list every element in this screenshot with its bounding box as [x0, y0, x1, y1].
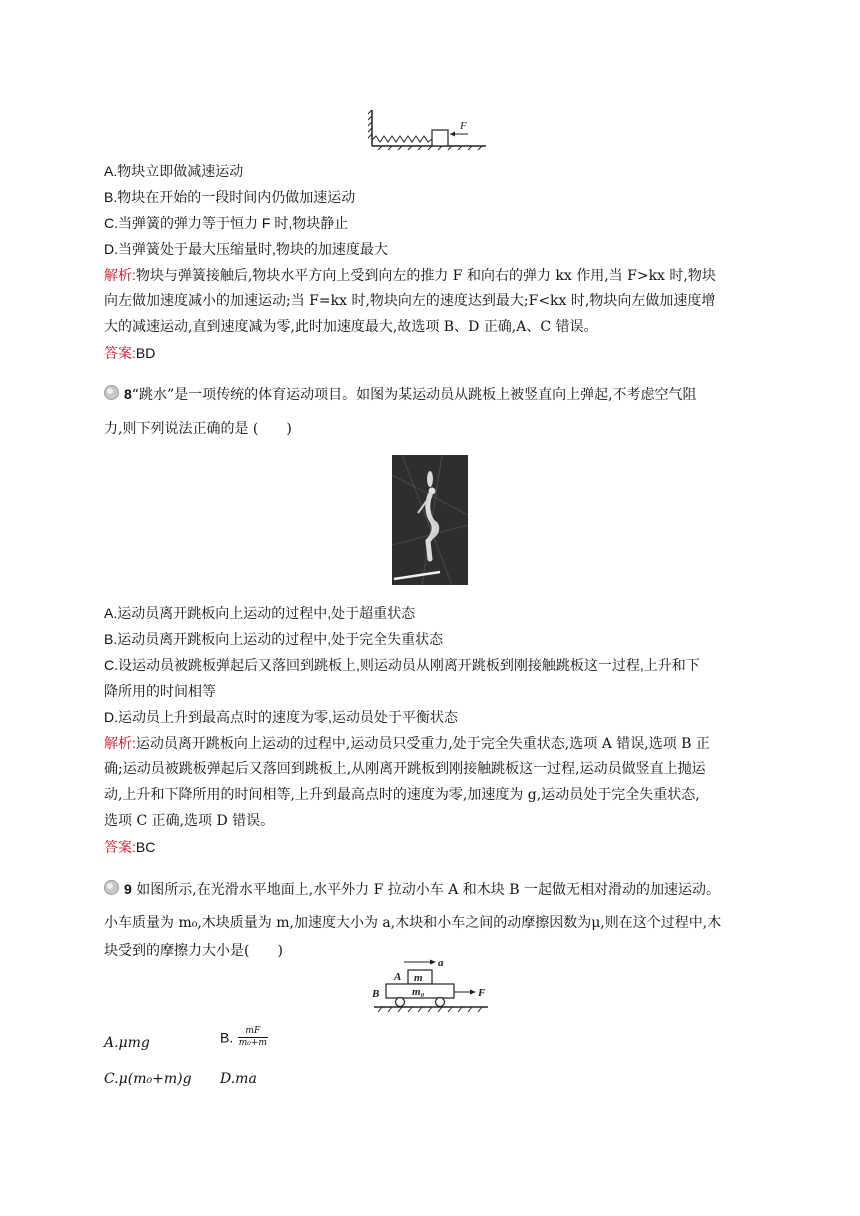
q7-option-d: D.当弹簧处于最大压缩量时,物块的加速度最大 — [104, 241, 388, 257]
q7-option-c: C.当弹簧的弹力等于恒力 F 时,物块静止 — [104, 215, 349, 231]
q8-option-a: A.运动员离开跳板向上运动的过程中,处于超重状态 — [104, 605, 416, 621]
q8-stem-line-1: 8“跳水”是一项传统的体育运动项目。如图为某运动员从跳板上被竖直向上弹起,不考虑空气阻 — [124, 386, 697, 403]
question-badge-icon — [104, 880, 119, 895]
q9-option-c: C.μ(m₀+m)g — [104, 1071, 192, 1087]
answer-label: 答案: — [104, 345, 136, 361]
q7-analysis-line-2: 向左做加速度减小的加速运动;当 F=kx 时,物块向左的速度达到最大;F<kx 时,物块向左做加速度增 — [104, 293, 716, 309]
diver-icon — [392, 455, 468, 585]
q7-analysis-line-1: 解析:物块与弹簧接触后,物块水平方向上受到向左的推力 F 和向右的弹力 kx 作用,当 F>kx 时,物块 — [104, 267, 716, 284]
answer-value: BD — [135, 345, 156, 361]
q7-answer — [104, 344, 155, 362]
q9-option-b: B. $\frac{mF}{\text{m₀+m}}$ — [220, 1026, 267, 1048]
q8-answer — [104, 838, 155, 856]
fraction — [238, 1026, 268, 1049]
q9-stem-line-2: 小车质量为 m₀,木块质量为 m,加速度大小为 a,木块和小车之间的动摩擦因数为μ,则在这个过程中,木 — [104, 915, 722, 931]
svg-text:m₀: m₀ — [412, 986, 425, 998]
q9-option-d: D.ma — [220, 1071, 257, 1087]
svg-text:a: a — [438, 957, 444, 969]
cart-block-figure — [370, 956, 494, 1014]
q7-analysis-line-3: 大的减速运动,直到速度减为零,此时加速度最大,故选项 B、D 正确,A、C 错误。 — [104, 319, 598, 335]
svg-text:F: F — [478, 987, 486, 999]
block-icon — [432, 130, 448, 146]
q8-analysis-line-1: 解析:运动员离开跳板向上运动的过程中,运动员只受重力,处于完全失重状态,选项 A 错误,选项 B 正 — [104, 735, 710, 752]
q8-option-c-line-1: C.设运动员被跳板弹起后又落回到跳板上,则运动员从刚离开跳板到刚接触跳板这一过程,上升和下 — [104, 657, 700, 673]
question-badge-icon — [104, 385, 119, 400]
fraction-denominator: m₀+m — [238, 1038, 267, 1048]
analysis-label: 解析: — [104, 267, 136, 283]
question-number: 8 — [124, 386, 132, 402]
wheel-icon — [396, 998, 405, 1007]
q8-stem-line-2: 力,则下列说法正确的是 ( ) — [104, 421, 292, 437]
q7-option-a: A.物块立即做减速运动 — [104, 163, 244, 179]
svg-text:B: B — [372, 988, 380, 1000]
q9-option-a: A.μmg — [104, 1035, 150, 1051]
q8-option-b: B.运动员离开跳板向上运动的过程中,处于完全失重状态 — [104, 631, 444, 647]
svg-text:m: m — [414, 972, 423, 984]
q7-option-b: B.物块在开始的一段时间内仍做加速运动 — [104, 189, 356, 205]
answer-value: BC — [135, 839, 156, 855]
spring-icon — [372, 136, 432, 142]
q8-option-c-line-2: 降所用的时间相等 — [104, 683, 216, 699]
svg-text:A: A — [394, 971, 402, 983]
spring-block-figure — [368, 108, 492, 152]
q9-stem-line-3: 块受到的摩擦力大小是( ) — [104, 943, 283, 959]
q8-option-d: D.运动员上升到最高点时的速度为零,运动员处于平衡状态 — [104, 709, 458, 725]
q8-analysis-line-3: 动,上升和下降所用的时间相等,上升到最高点时的速度为零,加速度为 g,运动员处于完全失重状态, — [104, 787, 700, 803]
force-label: F — [460, 120, 467, 132]
analysis-label: 解析: — [104, 735, 136, 751]
question-number: 9 — [124, 881, 132, 897]
wheel-icon — [436, 998, 445, 1007]
answer-label: 答案: — [104, 839, 136, 855]
diver-photo — [392, 455, 468, 585]
q9-stem-line-1: 9 如图所示,在光滑水平地面上,水平外力 F 拉动小车 A 和木块 B 一起做无相对滑动的加速运动。 — [124, 881, 720, 898]
q8-analysis-line-2: 确;运动员被跳板弹起后又落回到跳板上,从刚离开跳板到刚接触跳板这一过程,运动员做竖直上抛运 — [104, 761, 706, 777]
fraction-numerator: mF — [238, 1026, 268, 1038]
q8-analysis-line-4: 选项 C 正确,选项 D 错误。 — [104, 813, 275, 829]
